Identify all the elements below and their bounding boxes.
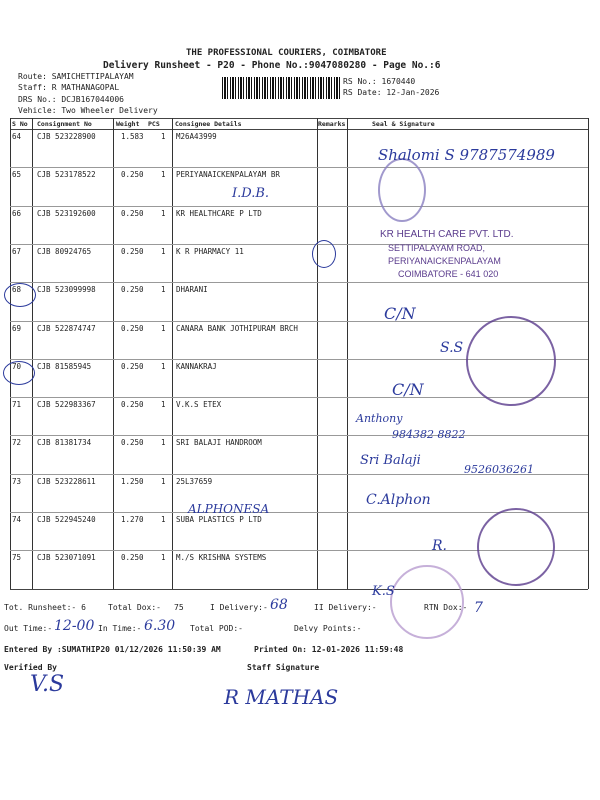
row-weight: 1.583 [121,132,144,141]
row-divider [10,206,588,207]
rtn-dox-value: 7 [474,600,483,616]
col-sno: S No [12,120,28,128]
rs-number: RS No.: 1670440 [343,77,416,86]
row-consignee: PERIYANAICKENPALAYAM BR [176,170,280,180]
row-weight: 0.250 [121,246,144,256]
row-sno: 73 [12,476,22,486]
row-weight: 0.250 [121,361,144,371]
company-title: THE PROFESSIONAL COURIERS, COIMBATORE [186,48,387,58]
out-time-label: Out Time:- [4,624,53,633]
row-consignee: DHARANI [176,285,208,295]
row-pcs: 1 [161,323,166,333]
rtn-dox-label: RTN Dox:- [424,603,468,612]
rs-date: RS Date: 12-Jan-2026 [343,88,440,97]
printed-on: Printed On: 12-01-2026 11:59:48 [254,645,404,654]
row-pcs: 1 [161,400,166,410]
ii-delivery-label: II Delivery:- [314,603,377,612]
row-sno: 67 [12,246,22,256]
row-pcs: 1 [161,361,166,371]
row-weight: 1.250 [121,476,144,486]
row-weight: 0.250 [121,208,144,218]
row-pcs: 1 [161,132,166,141]
row-sno: 74 [12,515,22,524]
i-delivery-label: I Delivery:- [210,603,268,612]
row-consignment: CJB 523071091 [37,553,96,563]
vehicle: Vehicle: Two Wheeler Delivery [18,106,158,115]
col-consignee: Consignee Details [175,120,242,128]
row-consignment: CJB 523099998 [37,285,96,295]
row-consignment: CJB 522983367 [37,400,96,410]
hw-71b: 984382 8822 [392,428,466,441]
row-pcs: 1 [161,553,166,563]
company-seal [477,508,555,586]
row-consignment: CJB 523228900 [37,132,96,141]
row-sno: 68 [12,285,22,295]
route: Route: SAMICHETTIPALAYAM [18,72,134,81]
canara-bank-seal [466,316,556,406]
row-consignment: CJB 522874747 [37,323,96,333]
hw-72b: 9526036261 [464,463,534,476]
row-sno: 65 [12,170,22,180]
entered-by: Entered By :SUMATHIP20 01/12/2026 11:50:39 AM [4,645,221,654]
row-sno: 71 [12,400,22,410]
row-weight: 0.250 [121,170,144,180]
row-consignment: CJB 523192600 [37,208,96,218]
kr-stamp-line4: COIMBATORE - 641 020 [398,269,499,279]
row-sno: 69 [12,323,22,333]
row-pcs: 1 [161,476,166,486]
row-pcs: 1 [161,438,166,448]
row-weight: 0.250 [121,553,144,563]
kr-stamp-line1: KR HEALTH CARE PVT. LTD. [380,229,514,240]
row-consignee: V.K.S ETEX [176,400,222,410]
hw-69: S.S [440,340,464,356]
row-divider [10,282,588,283]
delvy-points-label: Delvy Points:- [294,624,362,633]
row-weight: 0.250 [121,323,144,333]
row-consignee: SUBA PLASTICS P LTD [176,515,262,524]
runsheet-title: Delivery Runsheet - P20 - Phone No.:9047080280 - Page No.:6 [103,60,441,71]
row-sno: 72 [12,438,22,448]
row-pcs: 1 [161,208,166,218]
col-consignment: Consignment No [37,120,92,128]
hw-75: K.S [372,584,395,599]
staff-signature: R MATHAS [224,685,339,709]
circle-mark-70 [3,361,35,385]
hw-73a: ALPHONESA [188,502,270,516]
tot-runsheet: Tot. Runsheet:- 6 [4,603,86,612]
row-consignment: CJB 523178522 [37,170,96,180]
total-pod-label: Total POD:- [190,624,243,633]
hw-70: C/N [392,380,424,399]
i-delivery-value: 68 [270,597,288,613]
in-time-label: In Time:- [98,624,142,633]
out-time-value: 12-00 [54,618,95,634]
staff: Staff: R MATHANAGOPAL [18,83,120,92]
col-weight: Weight [116,120,140,128]
circle-mark-remarks [312,240,336,268]
row-pcs: 1 [161,515,166,524]
row-consignment: CJB 523228611 [37,476,96,486]
row-consignee: CANARA BANK JOTHIPURAM BRCH [176,323,298,333]
row-consignment: CJB 80924765 [37,246,92,256]
total-dox-value: 75 [174,603,184,612]
row-divider [10,435,588,436]
row-weight: 1.270 [121,515,144,524]
col-seal: Seal & Signature [372,120,435,128]
row-divider [10,167,588,168]
kr-stamp-line2: SETTIPALAYAM ROAD, [388,243,486,253]
col-remarks: Remarks [318,120,346,128]
row-consignee: M26A43999 [176,132,217,141]
krishna-seal [390,565,464,639]
row-weight: 0.250 [121,285,144,295]
hw-68: C/N [384,304,416,323]
hw-64: Shalomi S 9787574989 [378,146,555,164]
row-sno: 64 [12,132,22,141]
postal-stamp [378,158,426,222]
hw-74: R. [432,538,447,554]
row-sno: 70 [12,361,22,371]
drs-number: DRS No.: DCJB167044006 [18,95,124,104]
in-time-value: 6.30 [144,618,176,634]
total-dox-label: Total Dox:- [108,603,161,612]
row-consignment: CJB 81585945 [37,361,92,371]
row-consignee: KR HEALTHCARE P LTD [176,208,262,218]
col-pcs: PCS [148,120,160,128]
hw-72a: Sri Balaji [360,453,421,468]
hw-65: I.D.B. [232,186,270,201]
row-consignee: 25L37659 [176,476,213,486]
hw-71a: Anthony [356,412,403,425]
verified-signature: V.S [30,672,65,697]
hw-73b: C.Alphon [366,492,431,508]
row-consignee: KANNAKRAJ [176,361,217,371]
circle-mark-68 [4,283,36,307]
row-divider [10,244,588,245]
row-pcs: 1 [161,285,166,295]
row-consignee: SRI BALAJI HANDROOM [176,438,262,448]
row-weight: 0.250 [121,400,144,410]
verified-by-label: Verified By [4,663,57,672]
staff-signature-label: Staff Signature [247,663,320,672]
row-consignment: CJB 81381734 [37,438,92,448]
row-consignee: K R PHARMACY 11 [176,246,244,256]
row-pcs: 1 [161,170,166,180]
row-weight: 0.250 [121,438,144,448]
kr-stamp-line3: PERIYANAICKENPALAYAM [388,256,501,266]
row-sno: 75 [12,553,22,563]
barcode [222,77,340,99]
row-consignee: M./S KRISHNA SYSTEMS [176,553,267,563]
row-sno: 66 [12,208,22,218]
row-consignment: CJB 522945240 [37,515,96,524]
row-pcs: 1 [161,246,166,256]
